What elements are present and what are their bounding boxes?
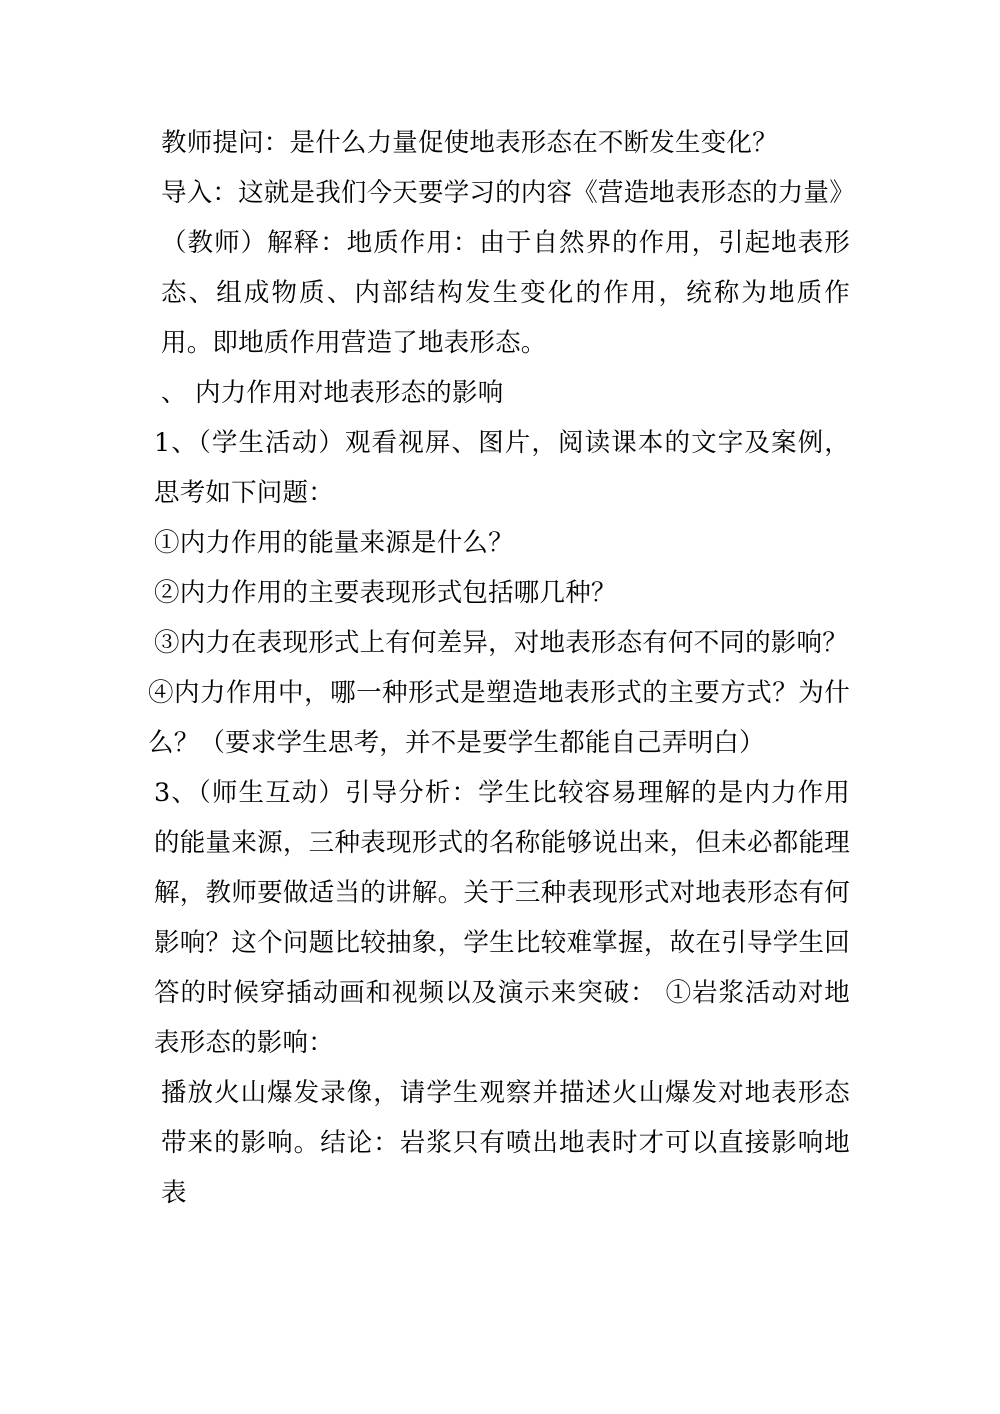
document-body (148, 118, 855, 1218)
paragraph: 3、（师生互动）引导分析：学生比较容易理解的是内力作用的能量来源，三种表现形式的名称能够说出来，但未必都能理解，教师要做适当的讲解。关于三种表现形式对地表形态有何影响？这个问题比较抽象，学生比较难掌握，故在引导学生回答的时候穿插动画和视频以及演示来突破： ①岩浆活动对地表形态的影响： (154, 778, 850, 1058)
paragraph: 导入：这就是我们今天要学习的内容《营造地表形态的力量》 (161, 178, 855, 208)
paragraph: 、 内力作用对地表形态的影响 (161, 378, 504, 408)
paragraph: 教师提问：是什么力量促使地表形态在不断发生变化？ (161, 128, 778, 158)
paragraph: ④内力作用中，哪一种形式是塑造地表形式的主要方式？为什么？（要求学生思考，并不是要学生都能自己弄明白） (148, 678, 850, 758)
paragraph: 播放火山爆发录像，请学生观察并描述火山爆发对地表形态带来的影响。结论：岩浆只有喷出地表时才可以直接影响地表 (161, 1078, 850, 1208)
paragraph: （教师）解释：地质作用：由于自然界的作用，引起地表形态、组成物质、内部结构发生变化的作用，统称为地质作用。即地质作用营造了地表形态。 (161, 228, 850, 358)
paragraph: ②内力作用的主要表现形式包括哪几种？ (154, 578, 617, 608)
paragraph: 1、（学生活动）观看视屏、图片，阅读课本的文字及案例，思考如下问题： (154, 428, 850, 508)
paragraph: ①内力作用的能量来源是什么？ (154, 528, 514, 558)
paragraph: ③内力在表现形式上有何差异，对地表形态有何不同的影响？ (154, 628, 848, 658)
